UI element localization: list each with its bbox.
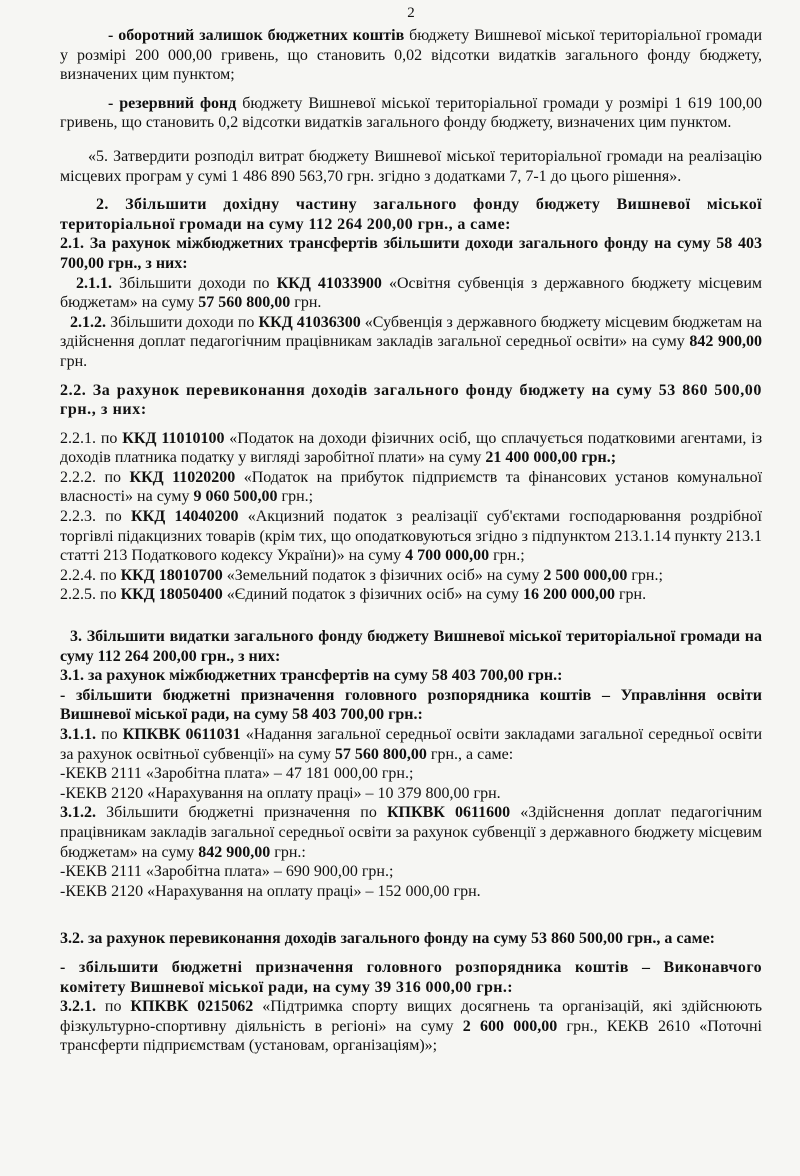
code: ККД 11020200 bbox=[129, 468, 236, 486]
code: ККД 41036300 bbox=[258, 313, 361, 331]
amount: 16 200 000,00 bbox=[522, 586, 615, 604]
item-number: 3.2.1. bbox=[60, 998, 96, 1016]
section-3-1-manager bbox=[60, 686, 762, 725]
item-2-2-5 bbox=[60, 585, 762, 605]
section-2-heading bbox=[60, 195, 762, 234]
item-3-2-1 bbox=[60, 997, 762, 1056]
text: грн., а саме: bbox=[426, 745, 514, 763]
text: по bbox=[96, 998, 131, 1016]
kekv-line: -КЕКВ 2120 «Нарахування на оплату праці» – 10 379 800,00 грн. bbox=[60, 784, 501, 802]
text: «Підтримка спорту вищих досягнень та організацій, які здійснюють фізкультурно-спортивну діяльність в регіоні» на суму bbox=[60, 998, 763, 1035]
text: грн. bbox=[290, 294, 322, 312]
text: - збільшити бюджетні призначення головного розпорядника коштів – Виконавчого комітету Вишневої міської ради, на суму 39 316 000,00 грн.: bbox=[60, 958, 762, 996]
text: «Акцизний податок з реалізації суб'єктами господарювання роздрібної торгівлі підакцизних товарів (крім тих, що оподатковуються згідно з підпунктом 213.1.14 пункту 213.1 статті 213 Податкового кодексу України)» на суму bbox=[60, 508, 762, 565]
paragraph-reserve-fund bbox=[60, 94, 762, 133]
code: КПКВК 0611600 bbox=[386, 804, 511, 822]
text: 2.2.5. по bbox=[60, 586, 121, 604]
code: КПКВК 0611031 bbox=[122, 726, 241, 743]
amount: 9 060 500,00 bbox=[193, 488, 278, 506]
kekv-line: -КЕКВ 2111 «Заробітна плата» – 47 181 000,00 грн.; bbox=[60, 765, 414, 783]
text: «Субвенція з державного бюджету місцевим бюджетам на здійснення доплат педагогічним працівникам закладів загальної середньої освіти» на суму bbox=[60, 313, 762, 351]
item-2-2-2 bbox=[60, 468, 762, 507]
item-2-2-1 bbox=[60, 429, 762, 468]
text: «Податок на прибуток підприємств та фінансових установ комунальної власності» на суму bbox=[60, 468, 763, 506]
paragraph-local-programs: «5. Затвердити розподіл витрат бюджету Вишневої міської територіальної громади на реалізацію місцевих програм у сумі 1 486 890 563,70 грн. згідно з додатками 7, 7-1 до цього рішення». bbox=[60, 147, 762, 185]
text: Збільшити бюджетні призначення по bbox=[96, 804, 387, 822]
amount: 2 600 000,00 bbox=[462, 1017, 558, 1035]
amount: 842 900,00 bbox=[689, 333, 763, 351]
text: 2.2.4. по bbox=[60, 566, 121, 584]
section-2-1-heading bbox=[60, 234, 762, 273]
text: 2.2.1. по bbox=[60, 429, 123, 447]
text: 3. Збільшити видатки загального фонду бюджету Вишневої міської територіальної громади на суму 112 264 200,00 грн., з них: bbox=[60, 628, 762, 665]
item-2-1-1 bbox=[60, 274, 762, 313]
text: грн.; bbox=[627, 566, 663, 584]
term-working-balance: - оборотний залишок бюджетних коштів bbox=[108, 27, 405, 44]
section-2-2-heading bbox=[60, 381, 762, 420]
text: 2.2.2. по bbox=[60, 468, 130, 486]
paragraph-working-balance bbox=[60, 26, 762, 85]
text: Збільшити доходи по bbox=[110, 313, 259, 331]
text: Збільшити доходи по bbox=[119, 274, 277, 292]
item-3-1-1 bbox=[60, 725, 762, 764]
text: грн. bbox=[614, 586, 647, 604]
section-3-2-manager bbox=[60, 958, 762, 997]
text: грн. bbox=[60, 352, 88, 370]
item-2-2-4 bbox=[60, 566, 762, 586]
amount: 21 400 000,00 грн.; bbox=[485, 449, 617, 467]
item-number: 3.1.1. bbox=[60, 726, 96, 743]
text: по bbox=[96, 726, 123, 743]
text: «Освітня субвенція з державного бюджету місцевим бюджетам» на суму bbox=[60, 274, 763, 312]
code: ККД 18010700 bbox=[120, 566, 223, 584]
item-number: 2.1.1. bbox=[76, 274, 120, 292]
item-2-1-2 bbox=[60, 313, 762, 372]
amount: 2 500 000,00 bbox=[543, 566, 628, 584]
amount: 842 900,00 bbox=[198, 843, 271, 861]
text: «Земельний податок з фізичних осіб» на суму bbox=[222, 566, 544, 584]
text: грн.: bbox=[270, 843, 306, 861]
section-3-2-heading bbox=[60, 929, 762, 949]
code: КПКВК 0215062 bbox=[130, 998, 254, 1016]
text: 2.2.3. по bbox=[60, 508, 132, 526]
code: ККД 41033900 bbox=[276, 274, 382, 292]
text: 2.2. За рахунок перевиконання доходів загального фонду бюджету на суму 53 860 500,00 грн., з них: bbox=[60, 381, 762, 419]
item-number: 3.1.2. bbox=[60, 804, 96, 822]
code: ККД 14040200 bbox=[131, 508, 239, 526]
text: бюджету Вишневої міської територіальної громади у розмірі 200 000,00 гривень, що становить 0,02 відсотки видатків загального фонду бюджету, визначених цим пунктом; bbox=[60, 27, 763, 84]
section-3-heading bbox=[60, 627, 762, 666]
text: бюджету Вишневої міської територіальної громади у розмірі 1 619 100,00 гривень, що становить 0,2 відсотки видатків загального фонду бюджету, визначених цим пунктом. bbox=[60, 94, 763, 132]
text: грн.; bbox=[489, 547, 525, 565]
text: - збільшити бюджетні призначення головного розпорядника коштів – Управління освіти Вишневої міської ради, на суму 58 403 700,00 грн.: bbox=[60, 686, 762, 724]
text: «Надання загальної середньої освіти закладами загальної середньої освіти за рахунок освітньої субвенції» на суму bbox=[60, 726, 763, 763]
text: грн.; bbox=[277, 488, 314, 506]
kekv-line: -КЕКВ 2111 «Заробітна плата» – 690 900,00 грн.; bbox=[60, 863, 394, 881]
code: ККД 11010100 bbox=[122, 429, 225, 447]
text: 2.1. За рахунок міжбюджетних трансфертів збільшити доходи загального фонду на суму 58 403 700,00 грн., з них: bbox=[60, 235, 762, 272]
amount: 57 560 800,00 bbox=[334, 745, 427, 763]
item-2-2-3 bbox=[60, 507, 762, 566]
text: 3.1. за рахунок міжбюджетних трансфертів на суму 58 403 700,00 грн.: bbox=[60, 667, 563, 685]
text: «Податок на доходи фізичних осіб, що сплачується податковими агентами, із доходів платника податку у вигляді заробітної плати» на суму bbox=[60, 429, 763, 467]
section-3-1-heading bbox=[60, 666, 762, 686]
code: ККД 18050400 bbox=[120, 586, 223, 604]
item-number: 2.1.2. bbox=[70, 313, 111, 331]
item-3-1-2 bbox=[60, 803, 762, 862]
text: 3.2. за рахунок перевиконання доходів загального фонду на суму 53 860 500,00 грн., а саме: bbox=[60, 930, 716, 948]
amount: 4 700 000,00 bbox=[405, 547, 490, 565]
text: «Здійснення доплат педагогічним працівникам закладів загальної середньої освіти за рахунок субвенції з державного бюджету місцевим бюджетам» на суму bbox=[60, 804, 762, 861]
text: «Єдиний податок з фізичних осіб» на суму bbox=[222, 586, 523, 604]
page-number: 2 bbox=[407, 5, 415, 21]
kekv-line: -КЕКВ 2120 «Нарахування на оплату праці» – 152 000,00 грн. bbox=[60, 882, 481, 900]
amount: 57 560 800,00 bbox=[198, 294, 291, 312]
text: 2. Збільшити дохідну частину загального фонду бюджету Вишневої міської територіальної громади на суму 112 264 200,00 грн., а саме: bbox=[60, 196, 762, 233]
text: грн., КЕКВ 2610 «Поточні трансферти підприємствам (установам, організаціям)»; bbox=[60, 1017, 762, 1055]
term-reserve-fund: - резервний фонд bbox=[108, 94, 237, 112]
